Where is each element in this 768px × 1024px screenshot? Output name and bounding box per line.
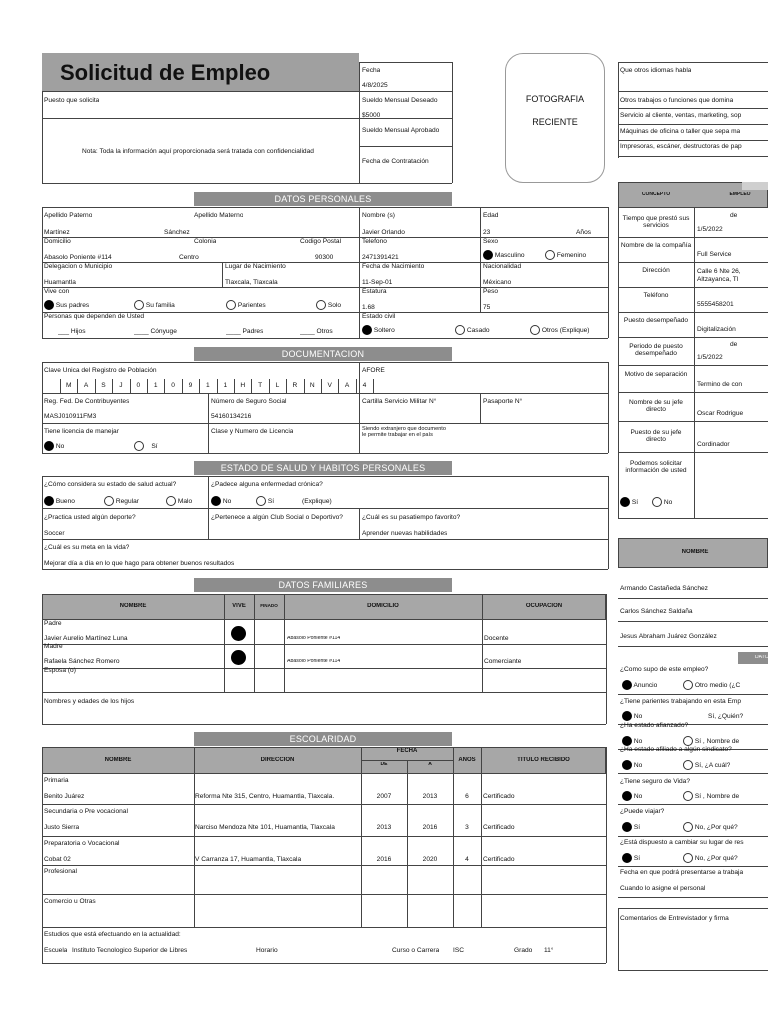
colonia[interactable]: Centro [179,254,199,261]
nombre[interactable]: Javier Orlando [362,229,405,236]
horario-label: Horario [256,947,278,954]
curp-char[interactable]: A [344,382,350,389]
comentarios-label: Comentarios de Entrevistador y firma [620,915,729,922]
empleo-concepto: Motivo de separación [624,370,688,378]
vive-filled-icon[interactable] [231,626,246,641]
section-familiares: DATOS FAMILIARES [194,578,452,592]
curso[interactable]: ISC [453,947,464,954]
empleo-header-concepto: CONCEPTO [641,192,671,197]
empleo-concepto: Tiempo que prestó sus servicios [622,214,690,229]
nacionalidad-label: Nacionalidad [483,263,522,270]
sexo-femenino-option[interactable]: Femenino [545,250,586,260]
fam-ocupacion-padre[interactable]: Docente [484,635,509,642]
radio-checked-icon [211,496,221,506]
empleo-otro-option[interactable]: Otro medio (¿C [683,680,740,690]
empleo-value[interactable]: 5555458201 [697,301,734,308]
empleo-row-divider [618,337,768,338]
radio-unchecked-icon [683,853,693,863]
empleo-value-2[interactable]: Altzayanca, Tl [697,276,739,283]
curp-char[interactable]: S [101,382,106,389]
empleo-header-empleo: EMPLEO [729,192,751,197]
sexo-masculino-option[interactable]: Masculino [483,250,525,260]
radio-checked-icon [44,496,54,506]
curp-char[interactable]: T [258,382,263,389]
sueldo-deseado-label: Sueldo Mensual Deseado [362,97,438,104]
edad[interactable]: 23 [483,229,491,236]
vive-padres-option[interactable]: Sus padres [44,300,89,310]
section-escolaridad: ESCOLARIDAD [194,732,452,746]
licencia-label: Tiene licencia de manejar [44,428,119,435]
cronica-explique: (Explique) [302,498,332,505]
q-viajar: ¿Puede viajar? [620,808,665,815]
lugar-nac-label: Lugar de Nacimiento [225,263,286,270]
esc-nombre[interactable]: Justo Sierra [44,824,80,831]
curp-char[interactable]: 0 [136,382,141,389]
radio-unchecked-icon [316,300,326,310]
empleo-concepto: Podemos solicitar información de usted [625,460,687,475]
esc-a[interactable]: 2016 [422,824,438,831]
esc-nivel: Comercio u Otras [44,898,96,905]
estado-soltero-option[interactable]: Soltero [362,325,395,335]
telefono-label: Telefono [362,238,387,245]
empleo-de: de [730,341,738,348]
esc-nombre[interactable]: Cobat 02 [44,856,71,863]
vive-solo-option[interactable]: Solo [316,300,341,310]
grado[interactable]: 11° [544,947,554,954]
referencia-3[interactable]: Jesus Abraham Juárez González [620,633,717,640]
esc-a[interactable]: 2020 [422,856,438,863]
afianzado-si-option[interactable]: Sí , Nombre de [683,736,739,746]
servicio-value[interactable]: Servicio al cliente, ventas, marketing, sop [620,112,742,119]
salud-regular-option[interactable]: Regular [104,496,139,506]
q-afianzado: ¿Ha estado afianzado? [620,722,689,729]
empleo-anuncio-option[interactable]: Anuncio [622,680,657,690]
hijos-label: Nombres y edades de los hijos [44,698,135,705]
fecha-presentarse[interactable]: Cuando lo asigne el personal [620,885,706,892]
radio-unchecked-icon [134,300,144,310]
fam-nombre-padre[interactable]: Javier Aurelio Martínez Luna [44,635,128,642]
photo-label-1: FOTOGRAFIA [525,94,585,104]
esc-titulo[interactable]: Certificado [483,793,515,800]
parientes-si-option[interactable]: Sí, ¿Quién? [708,713,744,720]
esc-nivel: Primaria [44,777,69,784]
fecha-contratacion-label: Fecha de Contratación [362,158,429,165]
q-empleo: ¿Como supo de este empleo? [620,666,709,673]
empleo-concepto: Teléfono [643,291,669,299]
q-club: ¿Pertenece a algún Club Social o Deportivo? [211,514,343,521]
curp-char[interactable]: M [65,382,72,389]
curp-char[interactable]: J [119,382,123,389]
curp-char[interactable]: 1 [206,382,210,389]
impresoras-value[interactable]: Impresoras, escáner, destructoras de pap [620,143,742,150]
fam-header-vive: VIVE [232,603,246,609]
empleo-de: de [730,212,738,219]
fam-rel-esposa: Esposa (o) [44,667,76,674]
dependen-otros[interactable]: ____ Otros [300,328,333,335]
esc-direccion[interactable]: Narciso Mendoza Nte 101, Huamantla, Tlaxcala [195,824,335,831]
puesto-label: Puesto que solicita [44,97,100,104]
estatura[interactable]: 1.68 [362,304,375,311]
q-fecha-presentarse: Fecha en que podrá presentarse a trabaja [620,869,744,876]
empleo-value[interactable]: Oscar Rodrigue [697,410,744,417]
radio-checked-icon [622,711,632,721]
idiomas-label: Que otros idiomas habla [620,67,692,74]
q-cambiar: ¿Está dispuesto a cambiar su lugar de res [620,839,744,846]
afianzado-no-option[interactable]: No [622,736,642,746]
esc-header-titulo: TITULO RECIBIDO [517,757,570,763]
radio-checked-icon [44,300,54,310]
empleo-value[interactable]: Full Service [697,251,732,258]
empleo-concepto: Nombre de la compañía [620,241,692,249]
esc-header-direccion: DIRECCION [260,757,295,763]
fam-nombre-madre[interactable]: Rafaela Sánchez Romero [44,658,120,665]
domicilio[interactable]: Abasolo Poniente #114 [44,254,112,261]
vive-familia-option[interactable]: Su familia [134,300,175,310]
radio-checked-icon [620,497,630,507]
extranjero-label: Siendo extranjero que documento le permite trabajar en el país [362,426,446,438]
cambiar-si-option[interactable]: Sí [622,853,640,863]
radio-unchecked-icon [683,760,693,770]
fam-ocupacion-madre[interactable]: Comerciante [484,658,522,665]
esc-direccion[interactable]: Reforma Nte 315, Centro, Huamantla, Tlaxcala. [195,793,335,800]
empleo-value[interactable]: Calle 6 Nte 26, [697,268,741,275]
referencias-header: NOMBRE [681,549,709,555]
telefono[interactable]: 2471391421 [362,254,399,261]
solicitar-si-option[interactable]: Sí [620,497,638,507]
rfc-label: Reg. Fed. De Contribuyentes [44,398,130,405]
radio-unchecked-icon [545,250,555,260]
q-pasatiempo: ¿Cuál es su pasatiempo favorito? [362,514,461,521]
sindicato-no-option[interactable]: No [622,760,642,770]
esc-de[interactable]: 2013 [376,824,392,831]
sindicato-si-option[interactable]: Sí, ¿A cuál? [683,760,730,770]
esc-de[interactable]: 2016 [376,856,392,863]
q-deporte: ¿Practica usted algún deporte? [44,514,136,521]
cronica-no-option[interactable]: No [211,496,231,506]
radio-checked-icon [362,325,372,335]
empleo-concepto: Dirección [642,266,670,274]
cp-label: Codigo Postal [300,238,342,245]
empleo-row-divider [618,237,768,238]
section-datos-personales: DATOS PERSONALES [194,192,452,206]
q-seguro: ¿Tiene seguro de Vida? [620,778,691,785]
cartilla-label: Cartilla Servicio Militar N° [362,398,437,405]
radio-unchecked-icon [530,325,540,335]
empleo-value[interactable]: Termino de con [697,381,743,388]
delegacion[interactable]: Huamantla [44,279,76,286]
cambiar-no-option[interactable]: No, ¿Por qué? [683,853,738,863]
lugar-nac[interactable]: Tlaxcala, Tlaxcala [225,279,278,286]
referencia-1[interactable]: Armando Castañeda Sánchez [620,585,708,592]
q-parientes: ¿Tiene parientes trabajando en esta Emp [620,698,742,705]
escuela[interactable]: Instituto Tecnologico Superior de Libres [72,947,188,954]
esc-nombre[interactable]: Benito Juárez [44,793,85,800]
afore-label: AFORE [362,367,385,374]
fam-header-ocupacion: OCUPACION [525,603,563,609]
fam-rel-madre: Madre [44,643,63,650]
esc-header-de: DE [380,762,388,767]
empleo-value[interactable]: 1/5/2022 [697,226,723,233]
q-cronica: ¿Padece alguna enfermedad crónica? [211,481,323,488]
radio-unchecked-icon [104,496,114,506]
esc-direccion[interactable]: V Carranza 17, Huamantla, Tlaxcala [195,856,302,863]
sueldo-aprobado-label: Sueldo Mensual Aprobado [362,127,440,134]
apellido-materno[interactable]: Sánchez [164,229,190,236]
empleo-concepto: Puesto de su jefe directo [630,428,682,443]
radio-unchecked-icon [683,736,693,746]
meta[interactable]: Mejorar día a día en lo que hago para obtener buenos resultados [44,560,235,567]
radio-checked-icon [622,760,632,770]
pasaporte-label: Pasaporte N° [483,398,523,405]
esc-titulo[interactable]: Certificado [483,824,515,831]
radio-checked-icon [44,441,54,451]
fam-domicilio-madre[interactable]: Abasolo Poniente #114 [287,659,341,664]
nota-confidencial: Nota: Toda la información aquí proporcionada será tratada con confidencialidad [82,148,314,155]
apellido-paterno-label: Apellido Paterno [44,212,93,219]
empleo-concepto: Nombre de su jefe directo [629,398,683,413]
fam-rel-padre: Padre [44,620,62,627]
photo-label-2: RECIENTE [532,117,578,127]
radio-unchecked-icon [683,822,693,832]
fam-header-domicilio: DOMICILIO [367,603,399,609]
radio-unchecked-icon [256,496,266,506]
q-salud: ¿Cómo considera su estado de salud actual? [44,481,177,488]
solicitar-no-option[interactable]: No [652,497,672,507]
otros-trabajos-label: Otros trabajos o funciones que domina [620,97,734,104]
dependen-label: Personas que dependen de Usted [44,313,145,320]
radio-checked-icon [622,853,632,863]
empleo-concepto: Puesto desempeñado [623,316,689,324]
delegacion-label: Delegacion o Municipio [44,263,113,270]
nss-label: Número de Seguro Social [211,398,287,405]
peso[interactable]: 75 [483,304,491,311]
curp-char[interactable]: R [292,382,298,389]
viajar-no-option[interactable]: No, ¿Por qué? [683,822,738,832]
edad-label: Edad [483,212,499,219]
esc-nivel: Preparatoria o Vocacional [44,840,120,847]
estatura-label: Estatura [362,288,387,295]
cp[interactable]: 90300 [315,254,334,261]
radio-unchecked-icon [652,497,662,507]
esc-header-fecha: FECHA [396,748,418,754]
radio-checked-icon [483,250,493,260]
esc-anos[interactable]: 6 [465,793,469,800]
curp-label: Clave Única del Registro de Población [44,367,157,374]
radio-unchecked-icon [134,441,144,451]
esc-header-anos: AÑOS [458,757,476,763]
radio-checked-icon [622,822,632,832]
cronica-si-option[interactable]: Sí [256,496,274,506]
empleo-row-divider [618,392,768,393]
generales-header-text: DATC [755,655,768,660]
curp-char[interactable]: 4 [362,382,367,389]
estado-otros-option[interactable]: Otros (Explique) [530,325,589,335]
esc-anos[interactable]: 3 [465,824,469,831]
clase-licencia-label: Clase y Numero de Licencia [211,428,294,435]
esc-header-nombre: NOMBRE [104,757,132,763]
nombre-label: Nombre (s) [362,212,395,219]
radio-checked-icon [622,680,632,690]
viajar-si-option[interactable]: Sí [622,822,640,832]
fecha-nac-label: Fecha de Nacimiento [362,263,425,270]
empleo-row-divider [618,518,768,519]
colonia-label: Colonia [194,238,217,245]
section-documentacion: DOCUMENTACION [194,347,452,361]
esc-header-a: A [428,762,432,767]
empleo-row-divider [618,452,768,453]
curp-divider [373,379,374,393]
radio-unchecked-icon [683,680,693,690]
radio-unchecked-icon [683,791,693,801]
empleo-value[interactable]: 1/5/2022 [697,354,723,361]
esc-nivel: Secundaria o Pre vocacional [44,808,128,815]
estudios-actual-label: Estudios que está efectuando en la actualidad: [44,931,181,938]
esc-anos[interactable]: 4 [465,856,469,863]
page-title: Solicitud de Empleo [60,60,271,85]
peso-label: Peso [483,288,499,295]
fecha-nac[interactable]: 11-Sep-01 [362,279,393,286]
section-salud: ESTADO DE SALUD Y HABITOS PERSONALES [194,461,452,475]
esc-nivel: Profesional [44,868,77,875]
empleo-value[interactable]: Digitalización [697,326,736,333]
empleo-row-divider [618,312,768,313]
empleo-row-divider [618,287,768,288]
pasatiempo[interactable]: Aprender nuevas habilidades [362,530,448,537]
salud-bueno-option[interactable]: Bueno [44,496,75,506]
dependen-conyuge[interactable]: ____ Cónyuge [134,328,177,335]
maquinas-label: Máquinas de oficina o taller que sepa ma [620,128,741,135]
radio-unchecked-icon [166,496,176,506]
q-meta: ¿Cuál es su meta en la vida? [44,544,130,551]
deporte[interactable]: Soccer [44,530,65,537]
escuela-label: Escuela [44,947,68,954]
fecha-label: Fecha [362,67,381,74]
fecha-value[interactable]: 4/8/2025 [362,82,388,89]
nss[interactable]: 54160134216 [211,413,252,420]
anos-label: Años [576,229,592,236]
licencia-si-option[interactable]: Sí [134,441,158,451]
esc-a[interactable]: 2013 [422,793,438,800]
seguro-si-option[interactable]: Sí , Nombre de [683,791,739,801]
fam-header-nombre: NOMBRE [119,603,147,609]
grado-label: Grado [514,947,533,954]
curp-char[interactable]: V [327,382,332,389]
domicilio-label: Domicilio [44,238,71,245]
fam-domicilio-padre[interactable]: Abasolo Poniente #114 [287,636,341,641]
curp-char[interactable]: H [240,382,246,389]
salud-malo-option[interactable]: Malo [166,496,192,506]
dependen-padres[interactable]: ____ Padres [226,328,264,335]
seguro-no-option[interactable]: No [622,791,642,801]
curp-char[interactable]: 1 [223,382,228,389]
vive-filled-icon[interactable] [231,650,246,665]
q-sindicato: ¿Ha estado afiliado a algún sindicato? [620,746,732,753]
rfc[interactable]: MASJ010911FM3 [44,413,97,420]
esc-de[interactable]: 2007 [376,793,392,800]
sueldo-deseado-value[interactable]: $5000 [362,112,381,119]
radio-unchecked-icon [455,325,465,335]
apellido-materno-label: Apellido Materno [194,212,244,219]
empleo-row-divider [618,365,768,366]
radio-unchecked-icon [226,300,236,310]
nacionalidad[interactable]: Méxicano [483,279,512,286]
estado-civil-label: Estado civil [362,313,396,320]
esc-titulo[interactable]: Certificado [483,856,515,863]
fam-header-finado: FINADO [260,603,278,608]
curp-char[interactable]: 9 [188,382,193,389]
sexo-label: Sexo [483,238,499,245]
curp-char[interactable]: 0 [171,382,175,389]
vive-parientes-option[interactable]: Parientes [226,300,266,310]
empleo-row-divider [618,262,768,263]
radio-checked-icon [622,736,632,746]
apellido-paterno[interactable]: Martínez [44,229,70,236]
empleo-concepto: Periodo de puesto desempeñado [629,343,683,358]
empleo-header-tab [742,182,768,190]
curp-char[interactable]: L [275,382,280,389]
parientes-no-option[interactable]: No [622,711,642,721]
curp-char[interactable]: 1 [153,382,158,389]
dependen-hijos[interactable]: ___ Hijos [58,328,86,335]
vive-con-label: Vive con [44,288,70,295]
empleo-value[interactable]: Cordinador [697,441,730,448]
estado-casado-option[interactable]: Casado [455,325,490,335]
radio-checked-icon [622,791,632,801]
curso-label: Curso o Carrera [392,947,440,954]
licencia-no-option[interactable]: No [44,441,64,451]
referencia-2[interactable]: Carlos Sánchez Saldaña [620,608,693,615]
curp-char[interactable]: A [83,382,89,389]
curp-char[interactable]: N [309,382,315,389]
empleo-row-divider [618,421,768,422]
